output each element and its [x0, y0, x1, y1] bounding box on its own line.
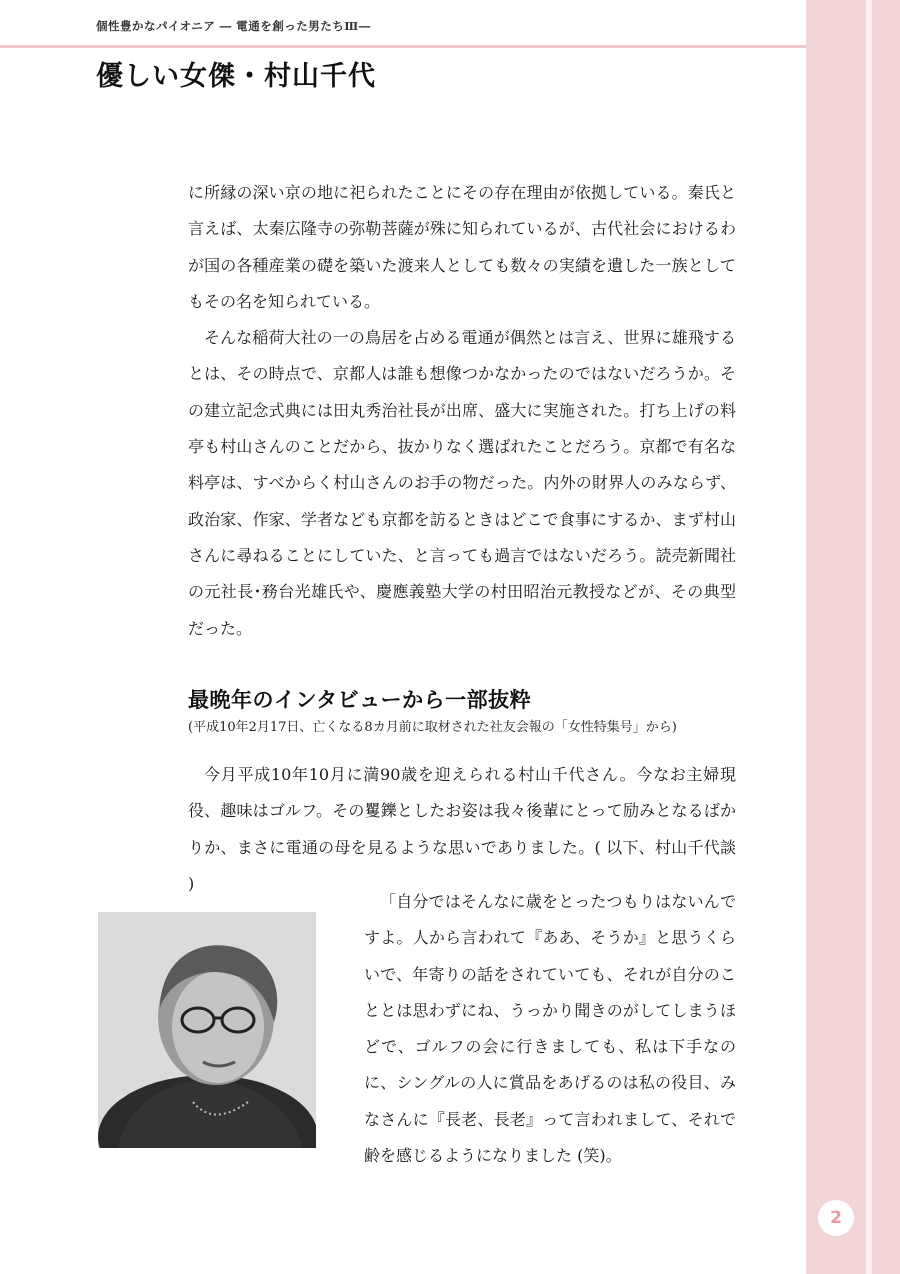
section-subheading: (平成10年2月17日、亡くなる8カ月前に取材された社友会報の「女性特集号」から)	[188, 720, 677, 735]
page-number: 2	[818, 1200, 854, 1236]
paragraph: 今月平成10年10月に満90歳を迎えられる村山千代さん。今なお主婦現役、趣味はゴルフ。その矍鑠としたお姿は我々後輩にとって励みとなるばかりか、まさに電通の母を見るような思いでありました。( 以下、村山千代談 )	[188, 765, 736, 893]
paragraph: に所縁の深い京の地に祀られたことにその存在理由が依拠している。秦氏と言えば、太秦広隆寺の弥勒菩薩が殊に知られているが、古代社会におけるわが国の各種産業の礎を築いた渡来人としても数々の実績を遺した一族としてもその名を知られている。	[188, 183, 736, 311]
section-heading: 最晩年のインタビューから一部抜粋	[188, 687, 532, 712]
running-head: 個性豊かなパイオニア ― 電通を創った男たちⅢ―	[96, 19, 371, 33]
page-title: 優しい女傑・村山千代	[96, 61, 376, 92]
side-band	[806, 0, 900, 1274]
portrait-photo	[98, 912, 316, 1148]
paragraph: 「自分ではそんなに歳をとったつもりはないんですよ。人から言われて『ああ、そうか』と思うくらいで、年寄りの話をされていても、それが自分のこととは思わずにね、うっかり聞きのがしてしまうほどで、ゴルフの会に行きましても、私は下手なのに、シングルの人に賞品をあげるのは私の役目、みなさんに『長老、長老』って言われまして、それで齢を感じるようになりました (笑)。	[364, 892, 736, 1166]
interview-quote	[364, 868, 736, 1190]
article-body	[188, 175, 736, 647]
side-stripe	[866, 0, 872, 1274]
header-rule	[0, 45, 806, 48]
paragraph: そんな稲荷大社の一の鳥居を占める電通が偶然とは言え、世界に雄飛するとは、その時点で、京都人は誰も想像つかなかったのではないだろうか。その建立記念式典には田丸秀治社長が出席、盛大に実施された。打ち上げの料亭も村山さんのことだから、抜かりなく選ばれたことだろう。京都で有名な料亭は、すべからく村山さんのお手の物だった。内外の財界人のみならず、政治家、作家、学者なども京都を訪るときはどこで食事にするか、まず村山さんに尋ねることにしていた、と言っても過言ではないだろう。読売新聞社の元社長･務台光雄氏や、慶應義塾大学の村田昭治元教授などが、その典型だった。	[188, 328, 736, 638]
